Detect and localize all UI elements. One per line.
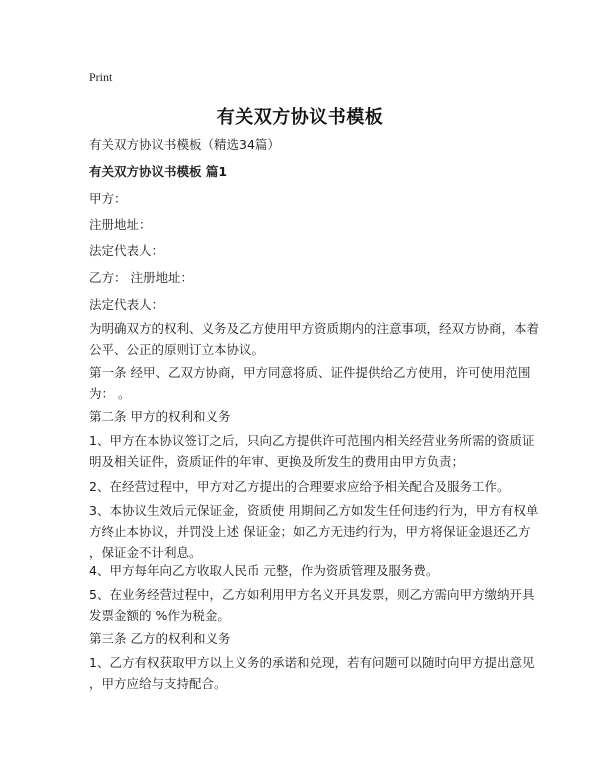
- article-2-heading: 第二条 甲方的权利和义务: [89, 409, 231, 424]
- legal-rep-label: 法定代表人：: [89, 297, 165, 312]
- party-b-label: 乙方： 注册地址：: [89, 270, 193, 285]
- intro-paragraph: [89, 318, 540, 360]
- paragraph-line: 为明确双方的权利、义务及乙方使用甲方资质期内的注意事项，经双方协商，本着: [89, 321, 540, 336]
- legal-rep-label: 法定代表人：: [89, 243, 165, 258]
- paragraph-line: 公平、公正的原则订立本协议。: [89, 342, 265, 357]
- clause-4-paragraph: 4、甲方每年向乙方收取人民币 元整，作为资质管理及服务费。: [89, 563, 439, 578]
- paragraph-line: 1、乙方有权获取甲方以上义务的承诺和兑现，若有问题可以随时向甲方提出意见: [89, 655, 535, 670]
- clause-1-paragraph: [89, 430, 535, 472]
- paragraph-line: ，甲方应给与支持配合。: [89, 676, 227, 691]
- article-1-paragraph: [89, 362, 529, 404]
- clause-2-paragraph: 2、在经营过程中，甲方对乙方提出的合理要求应给予相关配合及服务工作。: [89, 479, 510, 494]
- document-title: 有关双方协议书模板: [216, 107, 384, 128]
- clause-3-paragraph: [89, 500, 539, 563]
- paragraph-line: 发票金额的 %作为税金。: [89, 608, 230, 623]
- paragraph-line: ，保证金不计利息。: [89, 545, 202, 560]
- party-a-label: 甲方：: [89, 191, 127, 206]
- paragraph-line: 1、甲方在本协议签订之后，只向乙方提供许可范围内相关经营业务所需的资质证: [89, 433, 535, 448]
- section-heading: 有关双方协议书模板 篇1: [89, 164, 228, 179]
- subtitle: 有关双方协议书模板（精选34篇）: [89, 137, 280, 152]
- paragraph-line: 明及相关证件，资质证件的年审、更换及所发生的费用由甲方负责；: [89, 454, 465, 469]
- b-clause-1-paragraph: [89, 652, 535, 694]
- registered-address-label: 注册地址：: [89, 217, 152, 232]
- paragraph-line: 5、在业务经营过程中，乙方如利用甲方名义开具发票，则乙方需向甲方缴纳开具: [89, 587, 535, 602]
- paragraph-line: 为： 。: [89, 386, 131, 401]
- print-label[interactable]: Print: [89, 70, 113, 84]
- clause-5-paragraph: [89, 584, 535, 626]
- article-3-heading: 第三条 乙方的权利和义务: [89, 631, 231, 646]
- paragraph-line: 第一条 经甲、乙双方协商，甲方同意将质、证件提供给乙方使用，许可使用范围: [89, 365, 531, 380]
- paragraph-line: 3、本协议生效后元保证金，资质使 用期间乙方如发生任何违约行为，甲方有权单: [89, 503, 539, 518]
- paragraph-line: 方终止本协议，并罚没上述 保证金；如乙方无违约行为，甲方将保证金退还乙方: [89, 524, 531, 539]
